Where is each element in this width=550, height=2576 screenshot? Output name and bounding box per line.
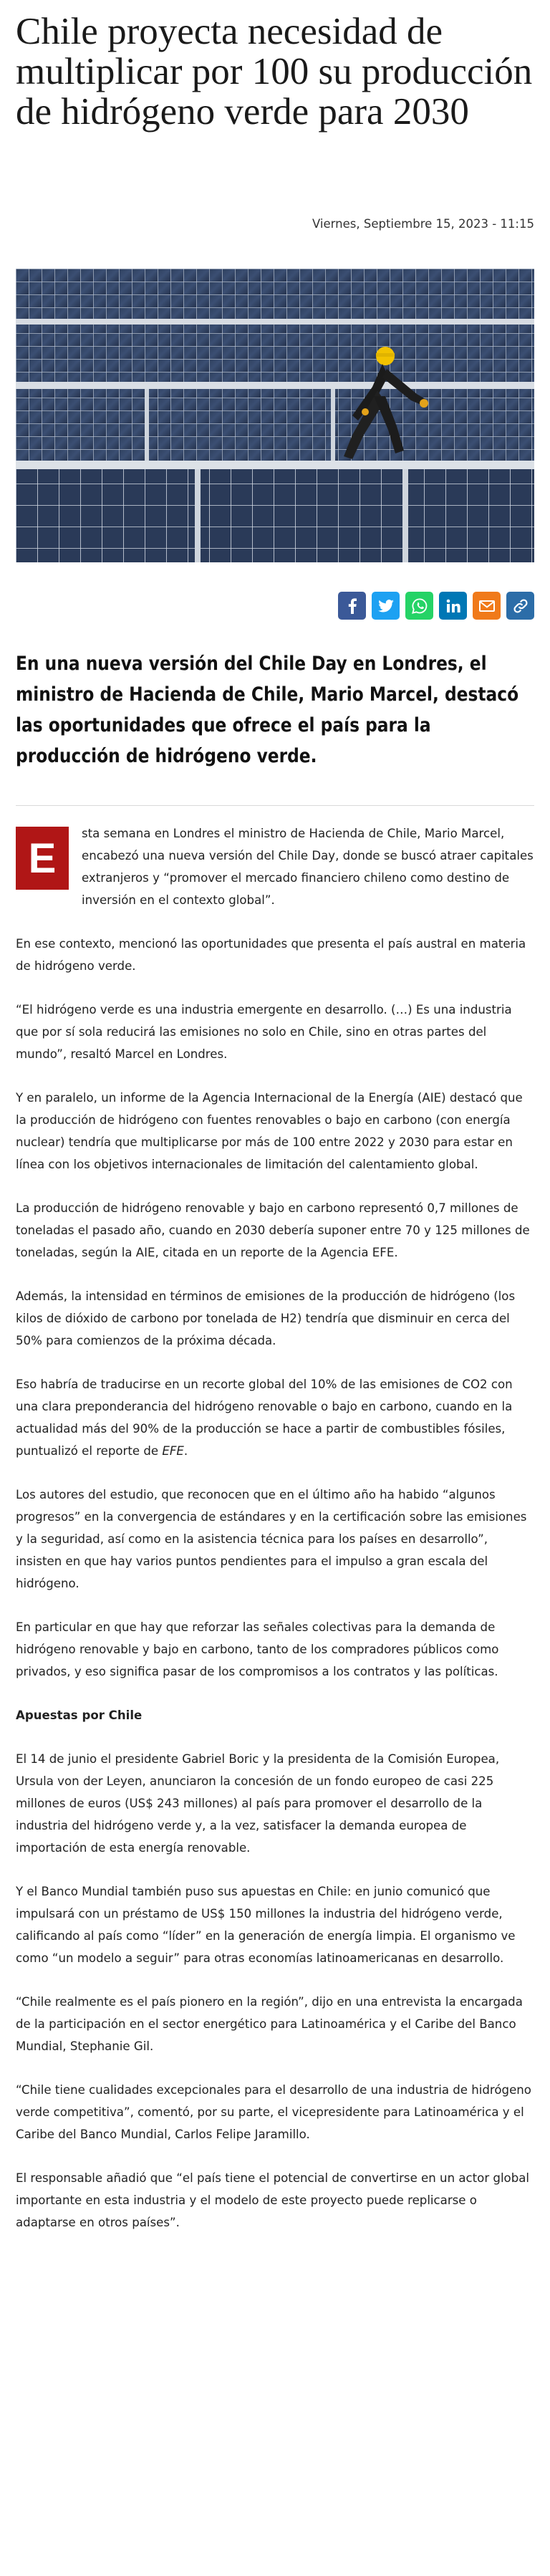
paragraph-6: Además, la intensidad en términos de emisiones de la producción de hidrógeno (los kilos de dióxido de carbono por tonelada de H2) tendría que disminuir en cerca del 50% para comienzos de la próxima década. — [16, 1289, 516, 1347]
linkedin-icon — [446, 599, 460, 613]
article-lead: En una nueva versión del Chile Day en Londres, el ministro de Hacienda de Chile, Mario Marcel, destacó las oportunidades que ofrece el país para la producción de hidrógeno verde. — [16, 653, 519, 767]
paragraph-10: El 14 de junio el presidente Gabriel Boric y la presidenta de la Comisión Europea, Ursula von der Leyen, anunciaron la concesión de un fondo europeo de casi 225 millones de euros (US$ 243 millones) al país para promover el desarrollo de la industria del hidrógeno verde y, a la vez, satisfacer la demanda europea de importación de esta energía renovable. — [16, 1752, 500, 1855]
paragraph-14: El responsable añadió que “el país tiene el potencial de convertirse en un actor global importante en esta industria y el modelo de este proyecto puede replicarse o adaptarse en otros países”. — [16, 2171, 530, 2229]
link-icon — [513, 598, 529, 614]
twitter-icon — [378, 600, 394, 612]
share-twitter-button[interactable] — [372, 592, 400, 620]
section-subhead: Apuestas por Chile — [16, 1708, 143, 1722]
paragraph-13: “Chile tiene cualidades excepcionales para el desarrollo de una industria de hidrógeno verde competitiva”, comentó, por su parte, el vicepresidente para Latinoamérica y el Caribe del Banco Mundial, Carlos Felipe Jaramillo. — [16, 2083, 531, 2141]
share-facebook-button[interactable] — [338, 592, 366, 620]
share-linkedin-button[interactable] — [439, 592, 467, 620]
paragraph-2: En ese contexto, mencionó las oportunidades que presenta el país austral en materia de hidrógeno verde. — [16, 937, 526, 973]
hero-image — [16, 269, 534, 562]
paragraph-5: La producción de hidrógeno renovable y bajo en carbono representó 0,7 millones de toneladas el pasado año, cuando en 2030 debería suponer entre 70 y 125 millones de toneladas, según la AIE, citada en un reporte de la Agencia EFE. — [16, 1201, 530, 1259]
share-whatsapp-button[interactable] — [405, 592, 433, 620]
solar-panels-illustration — [16, 269, 534, 562]
paragraph-1: E sta semana en Londres el ministro de Hacienda de Chile, Mario Marcel, encabezó una nueva versión del Chile Day, donde se buscó atraer capitales extranjeros y “promover el mercado financiero chileno como destino de inversión en el contexto global”. — [16, 822, 534, 911]
paragraph-4: Y en paralelo, un informe de la Agencia Internacional de la Energía (AIE) destacó que la producción de hidrógeno con fuentes renovables o bajo en carbono (con energía nuclear) tendría que multiplicarse por más de 100 entre 2022 y 2030 para estar en línea con los objetivos internacionales de limitación del calentamiento global. — [16, 1091, 523, 1171]
paragraph-7: Eso habría de traducirse en un recorte global del 10% de las emisiones de CO2 con una clara preponderancia del hidrógeno renovable o bajo en carbono, cuando en la actualidad más del 90% de la producción se hace a partir de combustibles fósiles, puntualizó el reporte de EFE. — [16, 1378, 513, 1458]
article-date: Viernes, Septiembre 15, 2023 - 11:15 — [312, 217, 534, 231]
paragraph-12: “Chile realmente es el país pionero en la región”, dijo en una entrevista la encargada de la participación en el sector energético para Latinoamérica y el Caribe del Banco Mundial, Stephanie Gil. — [16, 1995, 523, 2053]
share-bar — [338, 592, 534, 620]
paragraph-9: En particular en que hay que reforzar las señales colectivas para la demanda de hidrógeno renovable y bajo en carbono, tanto de los compradores públicos como privados, y eso significa pasar de los compromisos a los contratos y las políticas. — [16, 1620, 499, 1678]
paragraph-3: “El hidrógeno verde es una industria emergente en desarrollo. (…) Es una industria que por sí sola reducirá las emisiones no solo en Chile, sino en otras partes del mundo”, resaltó Marcel en Londres. — [16, 1003, 512, 1061]
source-efe: EFE — [162, 1444, 184, 1458]
paragraph-11: Y el Banco Mundial también puso sus apuestas en Chile: en junio comunicó que impulsará con un préstamo de US$ 150 millones la industria del hidrógeno verde, calificando al país como “líder” en la generación de energía limpia. El organismo ve como “un modelo a seguir” para otras economías latinoamericanas en desarrollo. — [16, 1885, 516, 1965]
paragraph-8: Los autores del estudio, que reconocen que en el último año ha habido “algunos progresos” en la convergencia de estándares y en la certificación sobre las emisiones y la seguridad, así como en la asistencia técnica para los países en desarrollo”, insisten en que hay varios puntos pendientes para el impulso a gran escala del hidrógeno. — [16, 1488, 527, 1590]
dropcap-letter: E — [16, 827, 69, 890]
email-icon — [479, 600, 495, 612]
facebook-icon — [345, 598, 360, 614]
lead-divider — [16, 805, 534, 806]
share-email-button[interactable] — [473, 592, 501, 620]
article-title: Chile proyecta necesidad de multiplicar por 100 su producción de hidrógeno verde para 2030 — [16, 11, 533, 133]
whatsapp-icon — [412, 598, 428, 614]
share-link-button[interactable] — [506, 592, 534, 620]
article-body — [16, 822, 534, 2255]
